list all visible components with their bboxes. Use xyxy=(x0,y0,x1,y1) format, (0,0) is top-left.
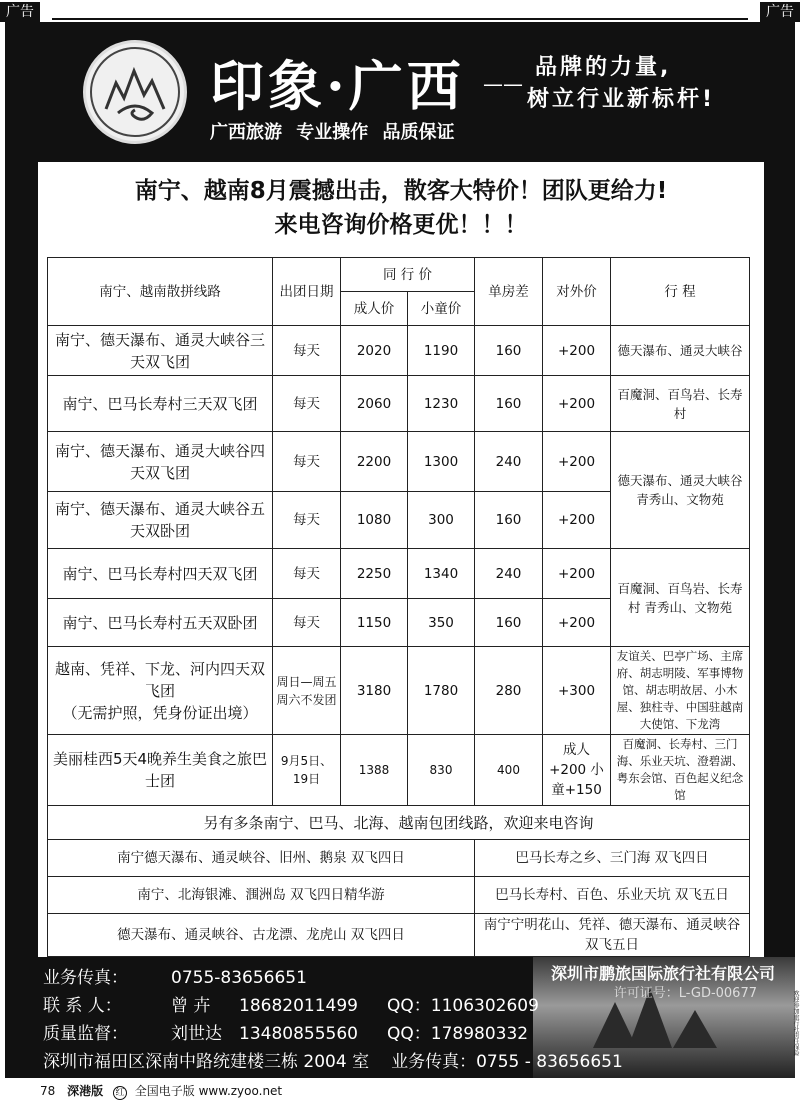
header-adult: 成人价 xyxy=(341,292,408,326)
adult-price: 1080 xyxy=(341,492,408,549)
itinerary: 百魔洞、百鸟岩、长寿村 xyxy=(611,376,750,432)
itinerary: 百魔洞、百鸟岩、长寿村 青秀山、文物苑 xyxy=(611,549,750,647)
contact-phone: 18682011499 xyxy=(239,996,358,1016)
route-name: 南宁、巴马长寿村五天双卧团 xyxy=(48,599,273,647)
child-price: 300 xyxy=(408,492,475,549)
extra-route: 南宁、北海银滩、涠洲岛 双飞四日精华游 xyxy=(48,877,475,914)
route-name: 南宁、德天瀑布、通灵大峡谷三天双飞团 xyxy=(48,326,273,376)
retail-price: +200 xyxy=(543,376,611,432)
header-itinerary: 行 程 xyxy=(611,258,750,326)
extra-route: 南宁德天瀑布、通灵峡谷、旧州、鹅泉 双飞四日 xyxy=(48,840,475,877)
headline-line-1: 南宁、越南8月震撼出击，散客大特价！团队更给力! xyxy=(134,178,668,204)
adult-price: 1388 xyxy=(341,735,408,806)
more-routes-note: 另有多条南宁、巴马、北海、越南包团线路，欢迎来电咨询 xyxy=(48,806,750,840)
table-row xyxy=(48,914,750,957)
top-bar xyxy=(0,0,800,22)
table-row xyxy=(48,877,750,914)
side-note: 欢迎参加旅行社责任保险 xyxy=(792,990,799,1056)
single-room-price: 160 xyxy=(475,326,543,376)
supervisor-label: 质量监督： xyxy=(43,1024,128,1044)
child-price: 1340 xyxy=(408,549,475,599)
header-single-room: 单房差 xyxy=(475,258,543,326)
table-row xyxy=(48,806,750,840)
brand-title: 印象·广西 xyxy=(210,54,465,118)
advert-header xyxy=(5,22,795,162)
header-date: 出团日期 xyxy=(273,258,341,326)
child-price: 350 xyxy=(408,599,475,647)
itinerary: 友谊关、巴亭广场、主席府、胡志明陵、军事博物馆、胡志明故居、小木屋、独柱寺、中国驻越南大使馆、下龙湾 xyxy=(611,647,750,735)
child-price: 1300 xyxy=(408,432,475,492)
contact-line xyxy=(43,991,539,1016)
child-price: 1190 xyxy=(408,326,475,376)
depart-date: 9月5日、19日 xyxy=(273,735,341,806)
single-room-price: 160 xyxy=(475,376,543,432)
table-row xyxy=(48,376,750,432)
fax-label: 业务传真： xyxy=(43,968,128,988)
single-room-price: 400 xyxy=(475,735,543,806)
extra-route: 巴马长寿之乡、三门海 双飞四日 xyxy=(475,840,750,877)
route-price-table xyxy=(47,257,750,957)
edition-label: 深港版 xyxy=(67,1084,104,1098)
route-cell xyxy=(48,647,273,735)
single-room-price: 240 xyxy=(475,432,543,492)
depart-date: 每天 xyxy=(273,432,341,492)
content-panel xyxy=(38,162,764,957)
adult-price: 2200 xyxy=(341,432,408,492)
adult-price: 3180 xyxy=(341,647,408,735)
depart-date: 每天 xyxy=(273,549,341,599)
table-row xyxy=(48,840,750,877)
supervisor-name: 刘世达 xyxy=(171,1024,222,1044)
retail-price: +200 xyxy=(543,549,611,599)
address-fax: 业务传真：0755 - 83656651 xyxy=(391,1052,623,1072)
ad-tag-left: 广告 xyxy=(0,2,40,22)
extra-route: 巴马长寿村、百色、乐业天坑 双飞五日 xyxy=(475,877,750,914)
header-child: 小童价 xyxy=(408,292,475,326)
red-badge-icon: 红 xyxy=(113,1086,127,1100)
advert-frame xyxy=(5,22,795,1078)
headline xyxy=(38,174,764,242)
retail-price: +200 xyxy=(543,432,611,492)
route-name: 越南、凭祥、下龙、河内四天双飞团 xyxy=(54,659,265,700)
slogan-line-1: 品牌的力量, xyxy=(535,55,672,80)
page-footer xyxy=(40,1082,282,1100)
ad-tag-right: 广告 xyxy=(760,2,800,22)
header-route: 南宁、越南散拼线路 xyxy=(48,258,273,326)
adult-price: 2060 xyxy=(341,376,408,432)
top-rule xyxy=(52,18,748,20)
single-room-price: 240 xyxy=(475,549,543,599)
table-row xyxy=(48,326,750,376)
contact-qq: QQ：1106302609 xyxy=(387,996,539,1016)
retail-price: +200 xyxy=(543,599,611,647)
header-peer-price: 同 行 价 xyxy=(341,258,475,292)
depart-date: 每天 xyxy=(273,326,341,376)
itinerary: 百魔洞、长寿村、三门海、乐业天坑、澄碧湖、粤东会馆、百色起义纪念馆 xyxy=(611,735,750,806)
mountain-logo-icon xyxy=(83,40,187,144)
footer-contacts xyxy=(5,957,795,1078)
slogan-line-2: 树立行业新标杆! xyxy=(527,87,716,112)
itinerary: 德天瀑布、通灵大峡谷 xyxy=(611,326,750,376)
table-row xyxy=(48,432,750,492)
route-name: 南宁、德天瀑布、通灵大峡谷五天双卧团 xyxy=(48,492,273,549)
child-price: 1230 xyxy=(408,376,475,432)
fax-number: 0755-83656651 xyxy=(171,968,307,988)
table-row xyxy=(48,735,750,806)
company-name: 深圳市鹏旅国际旅行社有限公司 xyxy=(550,964,775,983)
child-price: 1780 xyxy=(408,647,475,735)
retail-price: +300 xyxy=(543,647,611,735)
adult-price: 2250 xyxy=(341,549,408,599)
route-name: 南宁、德天瀑布、通灵大峡谷四天双飞团 xyxy=(48,432,273,492)
sub-brand: 广西旅游 专业操作 品质保证 xyxy=(210,122,455,143)
header-retail: 对外价 xyxy=(543,258,611,326)
adult-price: 1150 xyxy=(341,599,408,647)
supervisor-phone: 13480855560 xyxy=(239,1024,358,1044)
retail-price: +200 xyxy=(543,492,611,549)
retail-price: +200 xyxy=(543,326,611,376)
supervisor-line xyxy=(43,1019,528,1044)
depart-date: 周日—周五 周六不发团 xyxy=(273,647,341,735)
table-row xyxy=(48,549,750,599)
single-room-price: 280 xyxy=(475,647,543,735)
website-link[interactable]: 全国电子版 www.zyoo.net xyxy=(134,1084,283,1098)
page-number: 78 xyxy=(40,1084,56,1098)
address: 深圳市福田区深南中路统建楼三栋 2004 室 xyxy=(43,1052,370,1072)
contact-label: 联 系 人： xyxy=(43,996,122,1016)
route-name: 南宁、巴马长寿村三天双飞团 xyxy=(48,376,273,432)
itinerary: 德天瀑布、通灵大峡谷 青秀山、文物苑 xyxy=(611,432,750,549)
child-price: 830 xyxy=(408,735,475,806)
brand-dash: —— xyxy=(483,72,523,96)
fax-line xyxy=(43,963,307,988)
single-room-price: 160 xyxy=(475,492,543,549)
headline-line-2: 来电咨询价格更优！！！ xyxy=(274,212,528,238)
route-name: 美丽桂西5天4晚养生美食之旅巴士团 xyxy=(48,735,273,806)
depart-date: 每天 xyxy=(273,492,341,549)
depart-date: 每天 xyxy=(273,376,341,432)
retail-price: 成人+200 小童+150 xyxy=(543,735,611,806)
table-row xyxy=(48,647,750,735)
adult-price: 2020 xyxy=(341,326,408,376)
route-name: 南宁、巴马长寿村四天双飞团 xyxy=(48,549,273,599)
license-number: 许可证号：L-GD-00677 xyxy=(613,986,757,1001)
extra-route: 德天瀑布、通灵峡谷、古龙漂、龙虎山 双飞四日 xyxy=(48,914,475,957)
depart-date: 每天 xyxy=(273,599,341,647)
route-note: （无需护照，凭身份证出境） xyxy=(62,703,258,722)
single-room-price: 160 xyxy=(475,599,543,647)
supervisor-qq: QQ：178980332 xyxy=(387,1024,529,1044)
extra-route: 南宁宁明花山、凭祥、德天瀑布、通灵峡谷 双飞五日 xyxy=(475,914,750,957)
slogan xyxy=(527,52,716,116)
address-line xyxy=(43,1047,623,1072)
contact-name: 曾 卉 xyxy=(171,996,211,1016)
